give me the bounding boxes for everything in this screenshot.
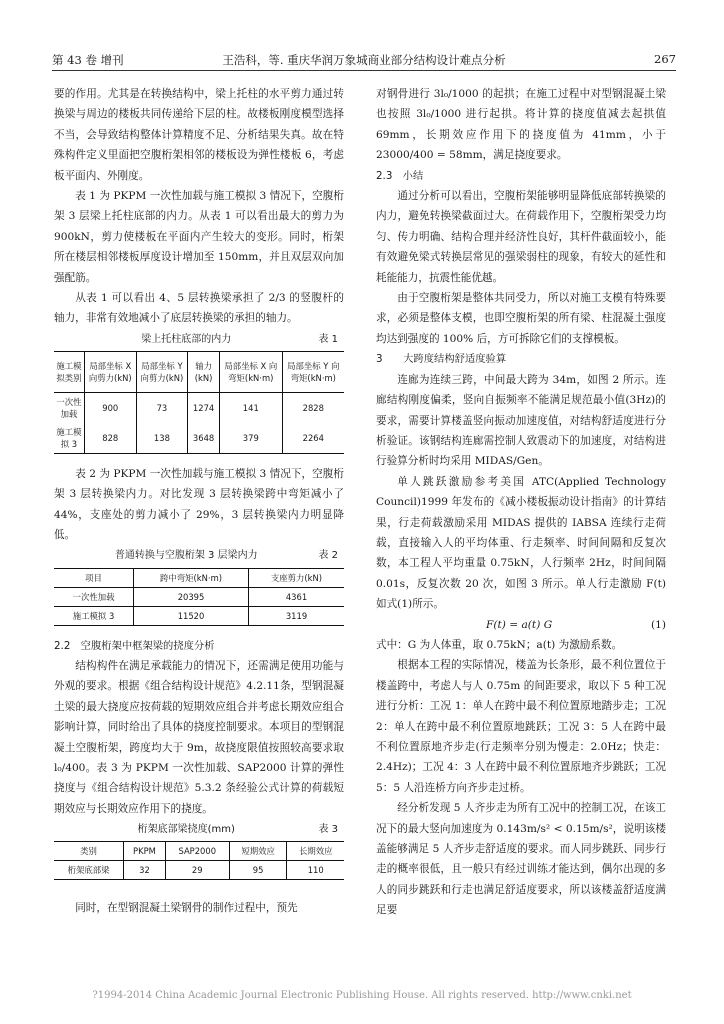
journal-volume: 第 43 卷 增刊 bbox=[52, 53, 124, 67]
table-cell: 95 bbox=[229, 861, 287, 880]
table-cell: 一次性加载 bbox=[54, 587, 134, 606]
table-cell: 32 bbox=[124, 861, 166, 880]
table3 bbox=[54, 841, 344, 880]
table-cell: 29 bbox=[165, 861, 229, 880]
table-header-cell: 长期效应 bbox=[287, 842, 344, 861]
table-cell: 11520 bbox=[134, 606, 249, 625]
copyright-footer: ?1994-2014 China Academic Journal Electronic Publishing House. All rights reserved. http://www.cnki.net bbox=[92, 990, 632, 1001]
table2-caption-row bbox=[54, 546, 344, 568]
paragraph: 要的作用。尤其是在转换结构中，梁上托柱的水平剪力通过转换梁与周边的楼板共同传递给下层的柱。故楼板刚度模型选择不当，会导致结构整体计算精度不足、分析结果失真。故在特殊构件定义里面把空腹桁架相邻的楼板设为弹性楼板 6，考虑板平面内、外刚度。 bbox=[54, 88, 344, 182]
table2-label: 表 2 bbox=[318, 550, 338, 562]
section-heading: 3 大跨度结构舒适度验算 bbox=[376, 353, 507, 366]
left-column bbox=[54, 84, 344, 919]
table-cell: 900 bbox=[84, 392, 136, 423]
table-cell: 379 bbox=[219, 423, 282, 454]
paragraph: 结构构件在满足承载能力的情况下，还需满足使用功能与外观的要求。根据《组合结构设计规范》4.2.11条，型钢混凝土梁的最大挠度应按荷载的短期效应组合并考虑长期效应组合影响计算，同时给出了具体的挠度控制要求。本项目的型钢混凝土空腹桁架，跨度均大于 9m，故挠度限值按照较高要求取 l₀/400。表 3 为 PKPM 一次性加载、SAP2000 计算的弹性挠度与《组合结构设计规范》5.3.2 条经验公式计算的荷载短期效应与长期效应作用下的挠度。 bbox=[54, 659, 344, 815]
table-header-cell: 短期效应 bbox=[229, 842, 287, 861]
table-row bbox=[54, 587, 344, 606]
table-header-cell: 局部坐标 Y 向剪力(kN) bbox=[136, 351, 188, 392]
section-heading: 2.2 空腹桁架中框架梁的挠度分析 bbox=[54, 639, 215, 652]
table-header-cell: 类别 bbox=[54, 842, 124, 861]
table-cell: 73 bbox=[136, 392, 188, 423]
paragraph: 连廊为连续三跨，中间最大跨为 34m，如图 2 所示。连廊结构刚度偏柔，竖向自振频率不能满足规范最小值(3Hz)的要求，需要计算楼盖竖向振动加速度值，对结构舒适度进行分析验证。该钢结构连廊需控制人致震动下的加速度，对结构进行验算分析时均采用 MIDAS/Gen。 bbox=[376, 373, 666, 468]
table-cell: 138 bbox=[136, 423, 188, 454]
table1 bbox=[54, 351, 344, 454]
table-row bbox=[54, 423, 344, 454]
table-cell: 施工模拟 3 bbox=[54, 423, 84, 454]
table-cell: 3648 bbox=[188, 423, 220, 454]
table-header-cell: SAP2000 bbox=[165, 842, 229, 861]
right-column bbox=[376, 84, 666, 921]
table-header-cell: 轴力(kN) bbox=[188, 351, 220, 392]
page-number: 267 bbox=[654, 52, 676, 66]
table-cell: 110 bbox=[307, 865, 324, 876]
section-heading: 2.3 小结 bbox=[376, 169, 424, 182]
table-cell: 一次性加载 bbox=[54, 392, 84, 423]
table-cell: 施工模拟 3 bbox=[54, 606, 134, 625]
article-title-running: 王浩科，等. 重庆华润万象城商业部分结构设计难点分析 bbox=[222, 53, 506, 67]
table-header-cell: 局部坐标 Y 向弯矩(kN·m) bbox=[282, 351, 344, 392]
paragraph: 通过分析可以看出，空腹桁架能够明显降低底部转换梁的内力，避免转换梁截面过大。在荷载作用下，空腹桁架受力均匀、传力明确、结构合理并经济性良好，其杆件截面较小，能有效避免梁式转换层常见的强梁弱柱的现象，有较大的延性和耗能能力，抗震性能优越。 bbox=[376, 190, 666, 284]
table-row bbox=[54, 606, 344, 625]
table-cell: 141 bbox=[219, 392, 282, 423]
table1-caption-row bbox=[54, 329, 344, 351]
table-header-cell: 施工模拟类别 bbox=[54, 351, 84, 392]
table-row bbox=[54, 392, 344, 423]
table-header-row bbox=[54, 842, 344, 861]
running-header bbox=[52, 52, 676, 71]
table-header-cell: 项目 bbox=[54, 568, 134, 587]
table-header-cell: 支座剪力(kN) bbox=[248, 568, 344, 587]
table-cell: 桁架底部梁 bbox=[54, 861, 124, 880]
paragraph: 从表 1 可以看出 4、5 层转换梁承担了 2/3 的竖腹杆的轴力，非常有效地减小了底层转换梁的承担的轴力。 bbox=[54, 292, 344, 325]
table3-caption-row bbox=[54, 819, 344, 841]
table1-caption: 梁上托柱底部的内力 bbox=[141, 333, 232, 345]
paragraph: 同时，在型钢混凝土梁钢骨的制作过程中，预先 bbox=[75, 902, 298, 915]
table-header-cell: 局部坐标 X 向弯矩(kN·m) bbox=[219, 351, 282, 392]
table-cell: 4361 bbox=[248, 587, 344, 606]
paragraph: 由于空腹桁架是整体共同受力，所以对施工支模有特殊要求，必须是整体支模，也即空腹桁架的所有梁、柱混凝土强度均达到强度的 100% 后，方可拆除它们的支撑模板。 bbox=[376, 292, 666, 345]
table-header-cell: PKPM bbox=[124, 842, 166, 861]
table3-label: 表 3 bbox=[318, 823, 338, 835]
table-cell: 20395 bbox=[134, 587, 249, 606]
equation-1 bbox=[376, 615, 666, 635]
paragraph: 根据本工程的实际情况，楼盖为长条形，最不利位置位于楼盖跨中，考虑人与人 0.75m 的间距要求，取以下 5 种工况进行分析：工况 1：单人在跨中最不利位置原地踏步走；工况 2：单人在跨中最不利位置原地跳跃；工况 3：5 人在跨中最不利位置原地齐步走(行走频率分别为慢走：2.0Hz；快走：2.4Hz)；工况 4：3 人在跨中最不利位置原地齐步跳跃；工况 5：5 人沿连桥方向齐步走过桥。 bbox=[376, 659, 666, 794]
paragraph: 对钢骨进行 3l₀/1000 的起拱；在施工过程中对型钢混凝土梁也按照 3l₀/1000 进行起拱。将计算的挠度值减去起拱值 69mm，长期效应作用下的挠度值为 41mm，小于 23000/400 = 58mm，满足挠度要求。 bbox=[376, 88, 666, 162]
paragraph: 表 2 为 PKPM 一次性加载与施工模拟 3 情况下，空腹桁架 3 层转换梁内力。对比发现 3 层转换梁跨中弯矩减小了 44%，支座处的剪力减小了 29%，3 层转换梁内力明显降低。 bbox=[54, 467, 344, 542]
table-header-cell: 局部坐标 X 向剪力(kN) bbox=[84, 351, 136, 392]
table1-label: 表 1 bbox=[318, 333, 338, 345]
equation-number: (1) bbox=[650, 618, 666, 631]
table-cell: 3119 bbox=[285, 610, 308, 621]
table2 bbox=[54, 568, 344, 626]
paragraph: 表 1 为 PKPM 一次性加载与施工模拟 3 情况下，空腹桁架 3 层梁上托柱底部的内力。从表 1 可以看出最大的剪力为 900kN，剪力使楼板在平面内产生较大的变形。同时，桁架所在楼层相邻楼板厚度设计增加至 150mm，并且双层双向加强配筋。 bbox=[54, 190, 344, 284]
table-header-cell: 跨中弯矩(kN·m) bbox=[134, 568, 249, 587]
table-row bbox=[54, 861, 344, 880]
table3-caption: 桁架底部梁挠度(mm) bbox=[137, 823, 235, 835]
paragraph: 单人跳跃激励参考美国 ATC(Applied Technology Council)1999 年发布的《减小楼板振动设计指南》的计算结果，行走荷载激励采用 MIDAS 提供的 IABSA 连续行走荷载，直接输入人的平均体重、行走频率、时间间隔和反复次数，本工程人平均重量 0.75kN，人行频率 2Hz，时间间隔 0.01s，反复次数 20 次，如图 3 所示。单人行走激励 F(t) 如式(1)所示。 bbox=[376, 475, 666, 611]
table-cell: 2828 bbox=[302, 402, 324, 413]
table-cell: 828 bbox=[84, 423, 136, 454]
table-cell: 1274 bbox=[188, 392, 220, 423]
equation-formula: F(t) = a(t) G bbox=[486, 618, 553, 631]
paragraph: 式中：G 为人体重，取 0.75kN；a(t) 为激励系数。 bbox=[376, 638, 623, 651]
table-cell: 2264 bbox=[302, 432, 324, 443]
paragraph: 经分析发现 5 人齐步走为所有工况中的控制工况，在该工况下的最大竖向加速度为 0.143m/s² < 0.15m/s²，说明该楼盖能够满足 5 人齐步走舒适度的要求。而人同步跳跃、同步行走的概率很低，且一般只有经过训练才能达到，偶尔出现的多人的同步跳跃和行走也满足舒适度要求，所以该楼盖舒适度满足要 bbox=[376, 802, 666, 917]
table-header-row bbox=[54, 568, 344, 587]
table-header-row bbox=[54, 351, 344, 392]
table2-caption: 普通转换与空腹桁架 3 层梁内力 bbox=[114, 550, 258, 562]
